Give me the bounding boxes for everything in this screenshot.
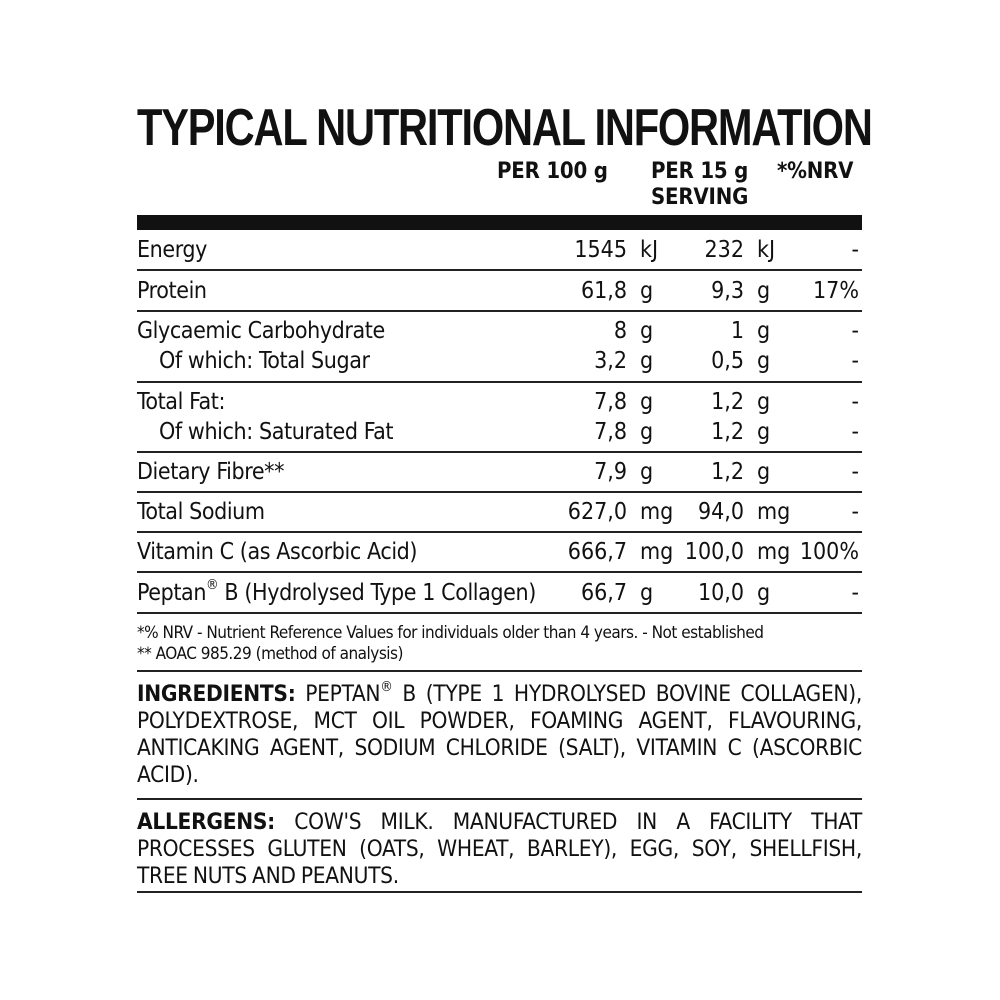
- nutrient-row-fat: [137, 387, 862, 447]
- value-per-serving: 1,2: [711, 459, 744, 485]
- nrv-value: -: [851, 389, 859, 415]
- value-per-serving: 10,0: [697, 580, 744, 606]
- nutrient-row-fibre: [137, 457, 862, 487]
- row-divider: [137, 310, 862, 312]
- nutrient-name: Total Sodium: [137, 499, 265, 525]
- value-per-serving: 94,0: [697, 499, 744, 525]
- ingredients-text-a: PEPTAN: [295, 681, 381, 707]
- nrv-value: -: [851, 419, 859, 445]
- section-divider: [137, 798, 862, 800]
- unit-per-100g: g: [640, 389, 654, 415]
- unit-per-serving: g: [757, 419, 771, 445]
- nutrient-row-carbohydrate: [137, 316, 862, 376]
- unit-per-serving: mg: [757, 539, 791, 565]
- nutrient-name: Protein: [137, 278, 207, 304]
- unit-per-serving: g: [757, 459, 771, 485]
- unit-per-100g: kJ: [640, 237, 659, 263]
- value-per-100g: 61,8: [580, 278, 627, 304]
- footnote-nrv: *% NRV - Nutrient Reference Values for individuals older than 4 years. - Not established: [137, 623, 764, 643]
- nutrient-name: Vitamin C (as Ascorbic Acid): [137, 539, 418, 565]
- registered-mark: ®: [206, 577, 219, 594]
- nrv-value: -: [851, 348, 859, 374]
- nutrient-name-brand: Peptan: [137, 580, 207, 606]
- value-per-serving: 0,5: [711, 348, 744, 374]
- nutrient-line: [137, 578, 862, 608]
- unit-per-serving: mg: [757, 499, 791, 525]
- nutrient-row-sodium: [137, 497, 862, 527]
- row-divider: [137, 451, 862, 453]
- unit-per-serving: g: [757, 580, 771, 606]
- nutrient-name: Glycaemic Carbohydrate: [137, 318, 385, 344]
- nutrient-row-vitamin-c: [137, 537, 862, 567]
- value-per-serving: 100,0: [684, 539, 744, 565]
- nutrient-name: Dietary Fibre**: [137, 459, 285, 485]
- row-divider: [137, 612, 862, 614]
- unit-per-serving: g: [757, 278, 771, 304]
- nutrient-name: [137, 578, 536, 608]
- nutrient-line: [137, 276, 862, 306]
- row-divider: [137, 269, 862, 271]
- nutrient-name: Energy: [137, 237, 208, 263]
- nutrient-line: [137, 457, 862, 487]
- ingredients-label: INGREDIENTS:: [137, 681, 296, 707]
- nrv-value: 100%: [799, 539, 859, 565]
- row-divider: [137, 491, 862, 493]
- panel-title: TYPICAL NUTRITIONAL INFORMATION: [137, 99, 872, 157]
- header-nrv: *%NRV: [777, 159, 854, 184]
- unit-per-serving: g: [757, 389, 771, 415]
- nutrient-line: [137, 316, 862, 346]
- registered-mark: ®: [380, 678, 393, 695]
- value-per-serving: 1,2: [711, 389, 744, 415]
- header-divider: [137, 215, 862, 230]
- unit-per-serving: kJ: [757, 237, 776, 263]
- unit-per-100g: g: [640, 318, 654, 344]
- nrv-value: 17%: [813, 278, 859, 304]
- unit-per-100g: g: [640, 419, 654, 445]
- nutrient-name: Total Fat:: [137, 389, 226, 415]
- nutrient-row-protein: [137, 276, 862, 306]
- value-per-100g: 8: [613, 318, 627, 344]
- unit-per-100g: g: [640, 348, 654, 374]
- nutrient-subline: [137, 417, 862, 447]
- nutrient-subline: [137, 346, 862, 376]
- value-per-serving: 1,2: [711, 419, 744, 445]
- unit-per-100g: mg: [640, 499, 674, 525]
- value-per-serving: 1: [730, 318, 744, 344]
- row-divider: [137, 381, 862, 383]
- unit-per-100g: g: [640, 459, 654, 485]
- nrv-value: -: [851, 499, 859, 525]
- nutrient-line: [137, 537, 862, 567]
- section-divider: [137, 891, 862, 893]
- nrv-value: -: [851, 459, 859, 485]
- section-divider: [137, 670, 862, 672]
- unit-per-100g: g: [640, 278, 654, 304]
- value-per-100g: 66,7: [580, 580, 627, 606]
- unit-per-100g: g: [640, 580, 654, 606]
- row-divider: [137, 531, 862, 533]
- header-per-15g: PER 15 g: [651, 159, 749, 184]
- ingredients-block: [137, 678, 862, 789]
- value-per-100g: 627,0: [567, 499, 627, 525]
- nutrient-line: [137, 235, 862, 265]
- value-per-serving: 9,3: [711, 278, 744, 304]
- nutrient-row-energy: [137, 235, 862, 265]
- value-per-100g: 3,2: [594, 348, 627, 374]
- allergens-label: ALLERGENS:: [137, 809, 275, 835]
- value-per-100g: 7,9: [594, 459, 627, 485]
- unit-per-serving: g: [757, 318, 771, 344]
- unit-per-100g: mg: [640, 539, 674, 565]
- nutrient-row-peptan: [137, 578, 862, 608]
- header-serving: SERVING: [651, 185, 749, 210]
- nutrient-name: Of which: Total Sugar: [159, 348, 370, 374]
- nrv-value: -: [851, 318, 859, 344]
- value-per-100g: 7,8: [594, 419, 627, 445]
- nutrient-name: Of which: Saturated Fat: [159, 419, 394, 445]
- allergens-block: [137, 809, 862, 890]
- value-per-100g: 7,8: [594, 389, 627, 415]
- nrv-value: -: [851, 237, 859, 263]
- nutrient-line: [137, 497, 862, 527]
- value-per-serving: 232: [704, 237, 744, 263]
- nutrient-line: [137, 387, 862, 417]
- allergens-text: COW'S MILK. MANUFACTURED IN A FACILITY THAT PROCESSES GLUTEN (OATS, WHEAT, BARLEY), EGG, SOY, SHELLFISH, TREE NUTS AND PEANUTS.: [137, 809, 862, 889]
- value-per-100g: 1545: [574, 237, 627, 263]
- ingredients-text-b: B (TYPE 1 HYDROLYSED BOVINE COLLAGEN), POLYDEXTROSE, MCT OIL POWDER, FOAMING AGENT, FLAVOURING, ANTICAKING AGENT, SODIUM CHLORIDE (SALT), VITAMIN C (ASCORBIC ACID).: [137, 681, 862, 788]
- nutrient-name-rest: B (Hydrolysed Type 1 Collagen): [218, 580, 536, 606]
- header-per-100g: PER 100 g: [497, 159, 608, 184]
- row-divider: [137, 571, 862, 573]
- unit-per-serving: g: [757, 348, 771, 374]
- footnote-aoac: ** AOAC 985.29 (method of analysis): [137, 644, 403, 664]
- nrv-value: -: [851, 580, 859, 606]
- value-per-100g: 666,7: [567, 539, 627, 565]
